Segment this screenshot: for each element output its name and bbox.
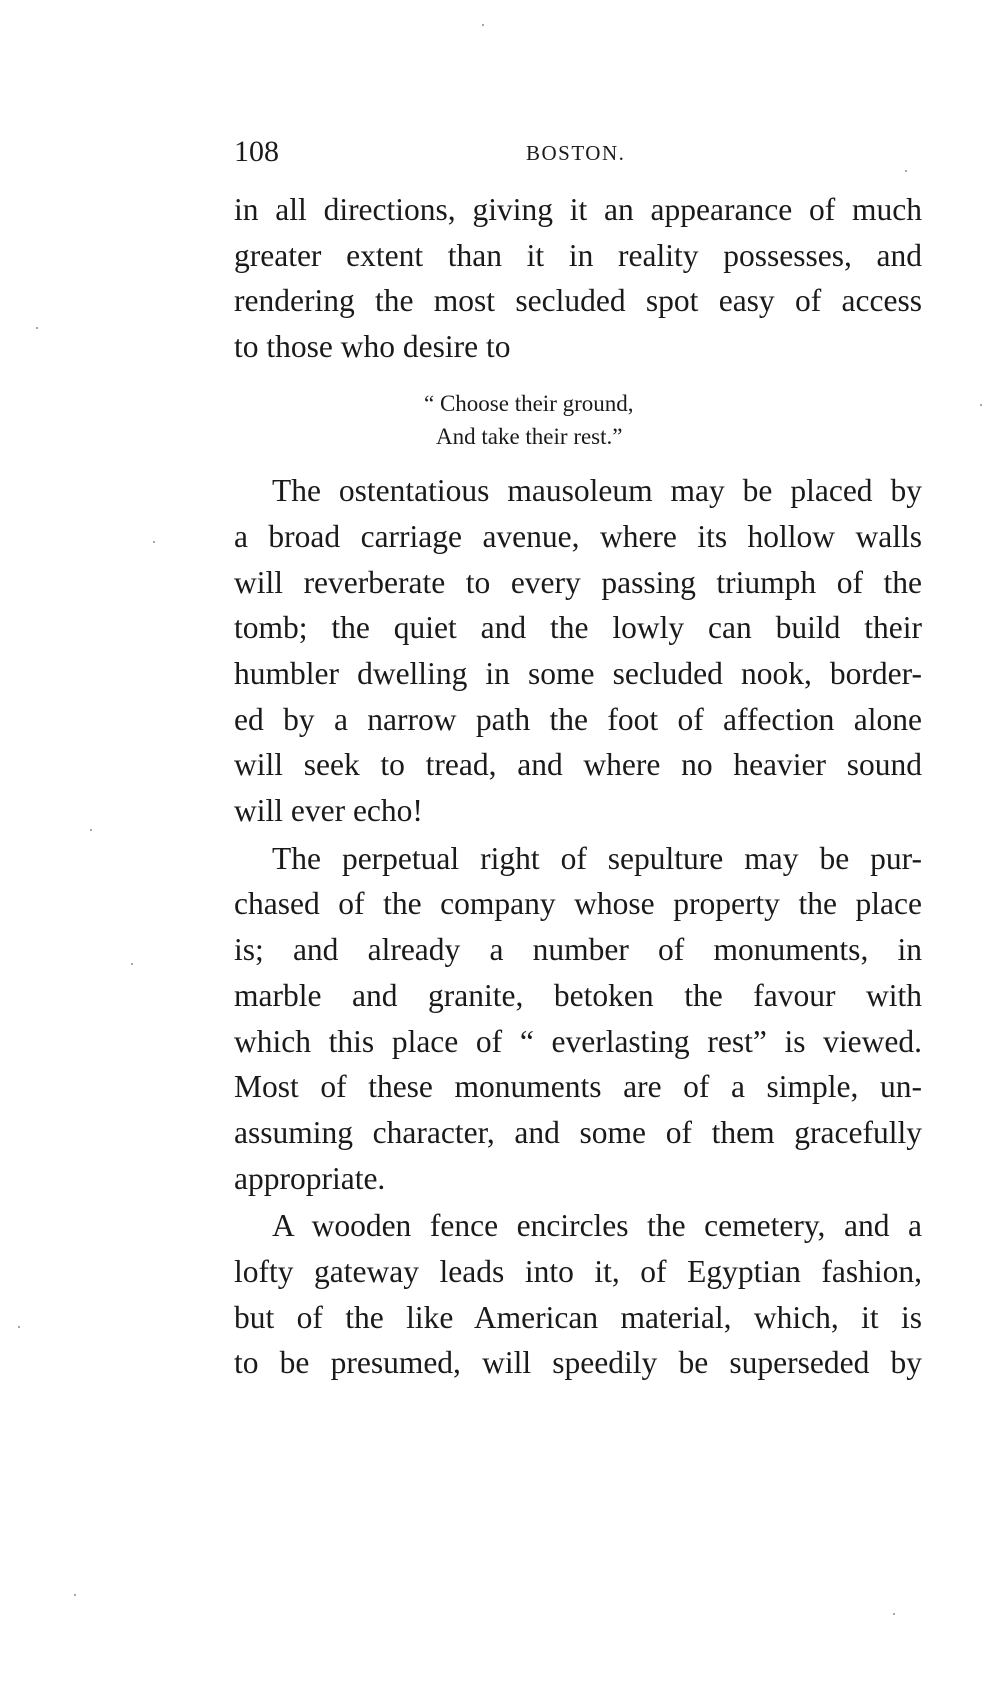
paper-speck (893, 1613, 895, 1615)
text-line: to those who desire to (234, 329, 511, 364)
paper-speck (36, 327, 38, 329)
text-line: lofty gateway leads into it, of Egyptian fashion, (234, 1254, 922, 1289)
text-line: assuming character, and some of them gracefully (234, 1115, 922, 1150)
paper-speck (980, 404, 982, 406)
text-line: is; and already a number of monuments, in (234, 932, 922, 967)
verse-line: “ Choose their ground, (424, 391, 634, 416)
text-line: will reverberate to every passing triumph of the (234, 565, 922, 600)
text-line: greater extent than it in reality possesses, and (234, 238, 922, 273)
text-line: Most of these monuments are of a simple, un- (234, 1069, 922, 1104)
text-line: The ostentatious mausoleum may be placed by (272, 473, 922, 508)
running-title: BOSTON. (526, 141, 626, 165)
paper-speck (18, 1326, 20, 1328)
text-line: will seek to tread, and where no heavier sound (234, 747, 922, 782)
text-line: ed by a narrow path the foot of affection alone (234, 702, 922, 737)
text-line: appropriate. (234, 1161, 386, 1196)
paper-speck (90, 829, 92, 831)
text-line: The perpetual right of sepulture may be pur- (272, 841, 922, 876)
paper-speck (905, 170, 907, 172)
paper-speck (482, 24, 484, 26)
text-line: rendering the most secluded spot easy of access (234, 283, 922, 318)
text-line: humbler dwelling in some secluded nook, border- (234, 656, 922, 691)
text-line: marble and granite, betoken the favour with (234, 978, 922, 1013)
text-line: chased of the company whose property the place (234, 886, 922, 921)
paper-speck (74, 1594, 76, 1596)
page-number: 108 (234, 135, 279, 168)
text-line: will ever echo! (234, 793, 423, 828)
text-line: to be presumed, will speedily be superseded by (234, 1345, 922, 1380)
text-line: tomb; the quiet and the lowly can build their (234, 610, 922, 645)
text-line: in all directions, giving it an appearance of much (234, 192, 922, 227)
paper-speck (153, 541, 155, 543)
verse-line: And take their rest.” (436, 424, 623, 449)
text-line: a broad carriage avenue, where its hollow walls (234, 519, 922, 554)
text-line: which this place of “ everlasting rest” is viewed. (234, 1024, 922, 1059)
paper-speck (131, 963, 133, 965)
text-line: A wooden fence encircles the cemetery, and a (272, 1208, 922, 1243)
text-line: but of the like American material, which, it is (234, 1300, 922, 1335)
